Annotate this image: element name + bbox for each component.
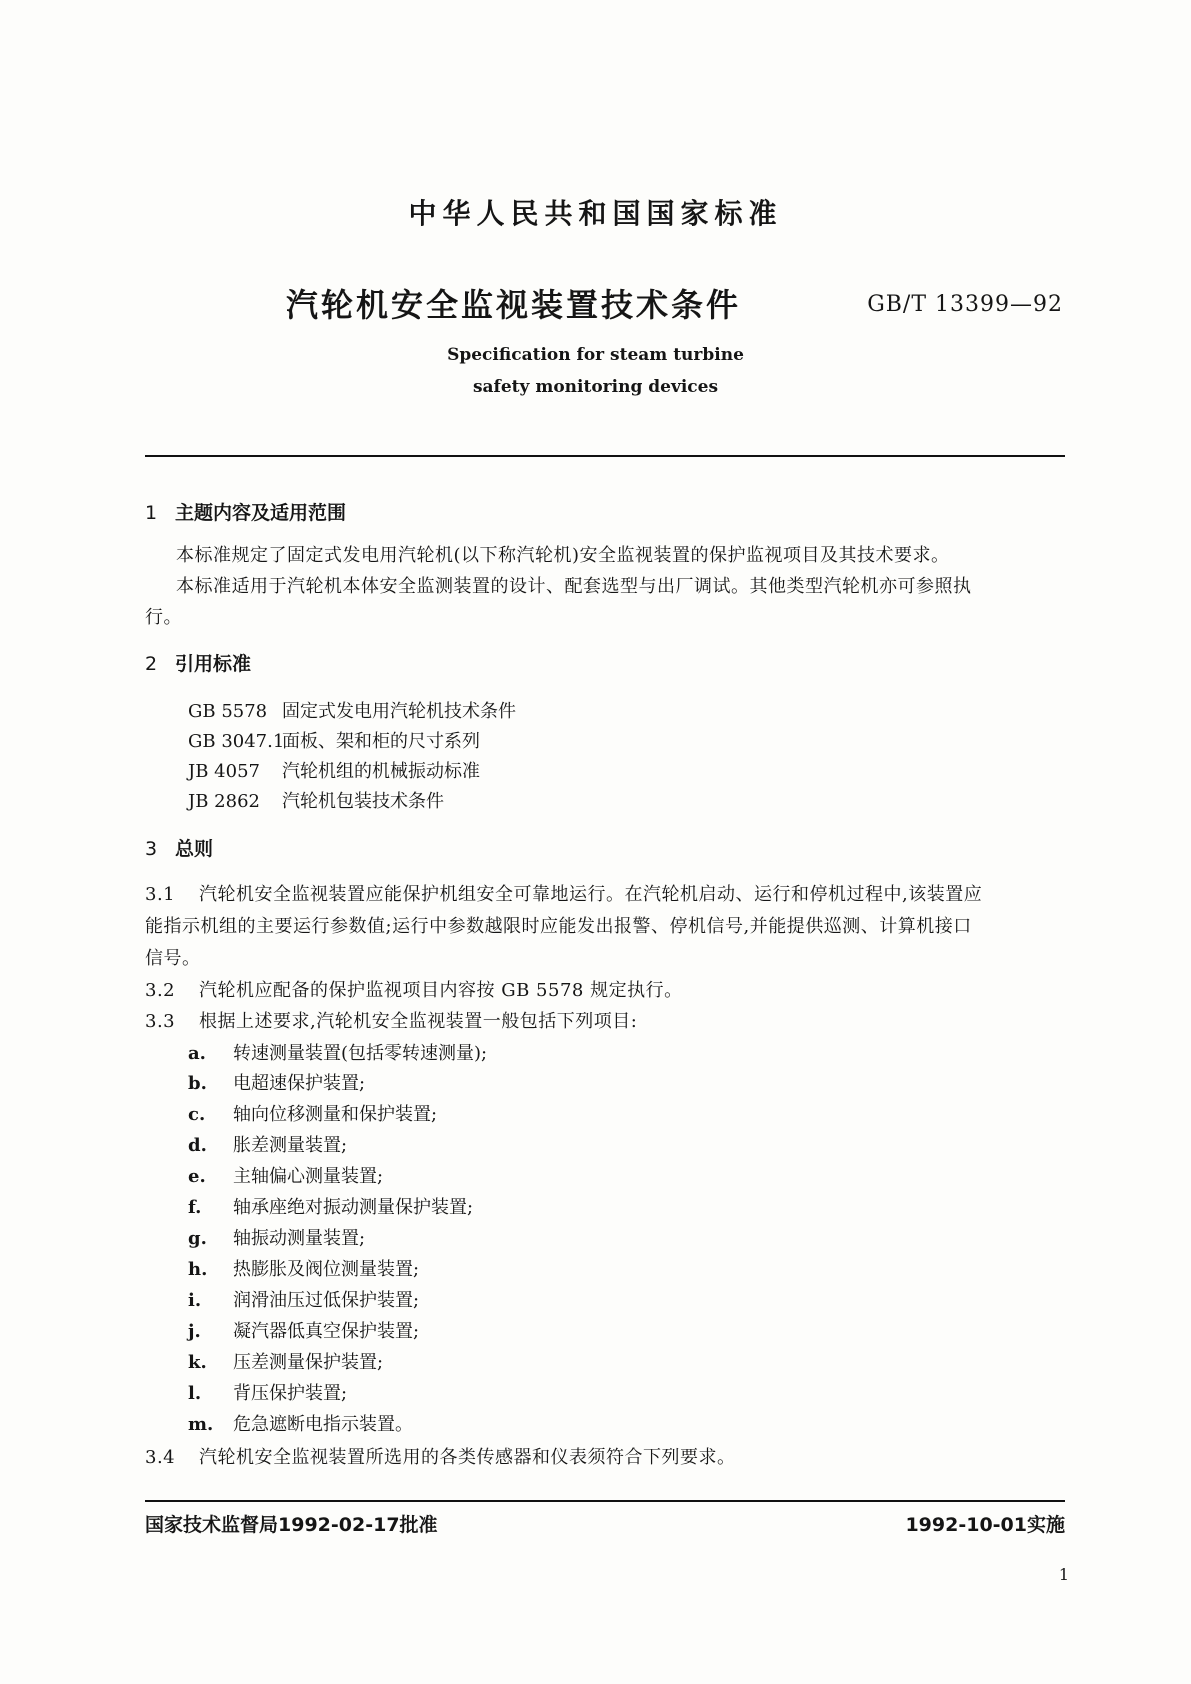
approval-date: 国家技术监督局1992-02-17批准 [145, 1514, 438, 1536]
english-title-line-2: safety monitoring devices [472, 377, 719, 397]
list-item [188, 1039, 487, 1065]
english-title-line-1: Specification for steam turbine [447, 345, 744, 365]
national-standard-header: 中华人民共和国国家标准 [408, 197, 783, 230]
item-text: 凝汽器低真空保护装置; [233, 1321, 420, 1342]
clause-number: 3.3 [145, 1011, 176, 1032]
list-item [188, 1379, 347, 1405]
item-letter: b. [188, 1073, 207, 1094]
list-item [188, 1162, 383, 1188]
clause-number: 3.1 [145, 884, 176, 905]
item-letter: j. [188, 1321, 201, 1342]
item-text: 润滑油压过低保护装置; [233, 1290, 420, 1311]
header-divider [145, 455, 1065, 457]
clause-text: 汽轮机安全监视装置所选用的各类传感器和仪表须符合下列要求。 [199, 1447, 736, 1468]
section-1-heading [145, 498, 346, 525]
reference-code: JB 2862 [188, 791, 260, 812]
list-item [188, 1131, 347, 1157]
clause-3-2 [145, 976, 683, 1002]
item-text: 胀差测量装置; [233, 1135, 348, 1156]
list-item [188, 1100, 437, 1126]
list-item [188, 1069, 365, 1095]
section-1-paragraph-2: 本标准适用于汽轮机本体安全监测装置的设计、配套选型与出厂调试。其他类型汽轮机亦可参照执 [176, 576, 972, 597]
item-letter: a. [188, 1043, 206, 1064]
clause-3-1-line-3: 信号。 [145, 948, 201, 969]
list-item [188, 1317, 419, 1343]
item-letter: m. [188, 1414, 214, 1435]
reference-title: 汽轮机组的机械振动标准 [282, 761, 480, 782]
item-letter: c. [188, 1104, 206, 1125]
clause-number: 3.2 [145, 980, 176, 1001]
section-1-paragraph-1: 本标准规定了固定式发电用汽轮机(以下称汽轮机)安全监视装置的保护监视项目及其技术要求。 [176, 545, 950, 566]
reference-item [188, 697, 516, 723]
reference-title: 面板、架和柜的尺寸系列 [282, 731, 480, 752]
item-letter: e. [188, 1166, 206, 1187]
list-item [188, 1286, 419, 1312]
clause-3-4 [145, 1443, 736, 1469]
reference-item [188, 727, 480, 753]
item-text: 热膨胀及阀位测量装置; [233, 1259, 420, 1280]
reference-item [188, 787, 444, 813]
section-title: 主题内容及适用范围 [175, 502, 347, 524]
reference-title: 固定式发电用汽轮机技术条件 [282, 701, 516, 722]
footer-divider [145, 1500, 1065, 1502]
item-text: 压差测量保护装置; [233, 1352, 384, 1373]
item-text: 主轴偏心测量装置; [233, 1166, 384, 1187]
clause-text: 汽轮机安全监视装置应能保护机组安全可靠地运行。在汽轮机启动、运行和停机过程中,该装置应 [199, 884, 983, 905]
reference-code: GB 3047.1 [188, 731, 285, 752]
item-letter: h. [188, 1259, 208, 1280]
item-text: 轴振动测量装置; [233, 1228, 366, 1249]
item-letter: f. [188, 1197, 202, 1218]
list-item [188, 1255, 419, 1281]
effective-date: 1992-10-01实施 [905, 1514, 1065, 1536]
reference-code: JB 4057 [188, 761, 260, 782]
list-item [188, 1193, 473, 1219]
document-title: 汽轮机安全监视装置技术条件 [286, 286, 742, 324]
list-item [188, 1348, 383, 1374]
section-title: 总则 [175, 838, 214, 860]
reference-item [188, 757, 480, 783]
section-2-heading [145, 649, 251, 676]
item-letter: i. [188, 1290, 202, 1311]
item-text: 危急遮断电指示装置。 [233, 1414, 413, 1435]
reference-code: GB 5578 [188, 701, 268, 722]
item-text: 轴承座绝对振动测量保护装置; [233, 1197, 474, 1218]
section-3-heading [145, 834, 213, 861]
clause-3-1-line-2: 能指示机组的主要运行参数值;运行中参数越限时应能发出报警、停机信号,并能提供巡测、计算机接口 [145, 916, 972, 937]
item-letter: g. [188, 1228, 207, 1249]
clause-3-3 [145, 1007, 637, 1033]
item-text: 电超速保护装置; [233, 1073, 366, 1094]
item-letter: k. [188, 1352, 207, 1373]
section-1-paragraph-2-continued: 行。 [145, 607, 182, 628]
item-letter: d. [188, 1135, 207, 1156]
reference-title: 汽轮机包装技术条件 [282, 791, 444, 812]
section-number: 3 [145, 838, 158, 860]
clause-text: 根据上述要求,汽轮机安全监视装置一般包括下列项目: [199, 1011, 638, 1032]
section-title: 引用标准 [175, 653, 252, 675]
section-number: 1 [145, 502, 158, 524]
clause-3-1 [145, 880, 982, 906]
list-item [188, 1224, 365, 1250]
clause-text: 汽轮机应配备的保护监视项目内容按 GB 5578 规定执行。 [199, 980, 683, 1001]
page-number: 1 [1058, 1565, 1069, 1584]
item-text: 轴向位移测量和保护装置; [233, 1104, 438, 1125]
standard-code: GB/T 13399—92 [867, 292, 1063, 317]
item-text: 转速测量装置(包括零转速测量); [233, 1043, 488, 1064]
item-letter: l. [188, 1383, 202, 1404]
list-item [188, 1410, 413, 1436]
section-number: 2 [145, 653, 158, 675]
item-text: 背压保护装置; [233, 1383, 348, 1404]
clause-number: 3.4 [145, 1447, 176, 1468]
